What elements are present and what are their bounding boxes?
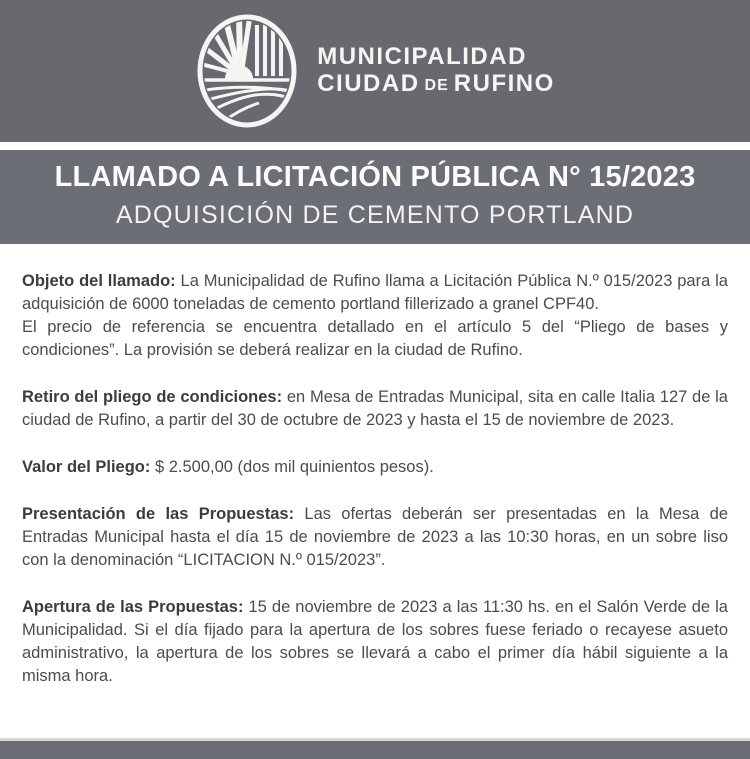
title-banner — [0, 150, 750, 244]
paragraph-retiro — [22, 386, 728, 432]
paragraph-retiro-text: en Mesa de Entradas Municipal, sita en calle Italia 127 de la ciudad de Rufino, a partir del 30 de octubre de 2023 y hasta el 15 de noviembre de 2023. — [22, 388, 728, 429]
paragraph-objeto-text2: El precio de referencia se encuentra detallado en el artículo 5 del “Pliego de bases y condiciones”. La provisión se deberá realizar en la ciudad de Rufino. — [22, 318, 728, 359]
org-name-city: CIUDAD — [317, 70, 420, 97]
paragraph-objeto-text: La Municipalidad de Rufino llama a Licitación Pública N.º 015/2023 para la adquisición de 6000 toneladas de cemento portland fillerizado a granel CPF40. — [22, 272, 728, 313]
org-name-line1: MUNICIPALIDAD — [317, 43, 527, 71]
paragraph-valor — [22, 456, 728, 479]
document-body — [0, 244, 750, 738]
banner-title: LLAMADO A LICITACIÓN PÚBLICA N° 15/2023 — [54, 161, 696, 193]
paragraph-presentacion-text: Las ofertas deberán ser presentadas en la Mesa de Entradas Municipal hasta el día 15 de noviembre de 2023 a las 10:30 horas, en un sobre liso con la denominación “LICITACION N.º 015/2023”. — [22, 505, 729, 569]
footer-bar — [0, 738, 750, 759]
municipality-sun-field-logo-icon — [195, 13, 299, 129]
banner-subtitle: ADQUISICIÓN DE CEMENTO PORTLAND — [115, 201, 635, 229]
org-name-line2 — [317, 71, 555, 98]
header — [0, 0, 750, 142]
paragraph-objeto-label: Objeto del llamado: — [22, 272, 176, 290]
org-name-de: DE — [424, 77, 449, 94]
paragraph-apertura — [22, 596, 728, 688]
paragraph-apertura-text: 15 de noviembre de 2023 a las 11:30 hs. en el Salón Verde de la Municipalidad. Si el día fijado para la apertura de los sobres fuese feriado o recayese asueto administrativo, la apertura de los sobres se llevará a cabo el primer día hábil siguiente a la misma hora. — [22, 598, 728, 685]
org-name-rufino: RUFINO — [453, 70, 555, 97]
paragraph-presentacion — [22, 503, 728, 572]
paragraph-objeto — [22, 270, 728, 362]
paragraph-valor-label: Valor del Pliego: — [22, 458, 151, 476]
paragraph-valor-text: $ 2.500,00 (dos mil quinientos pesos). — [154, 458, 434, 476]
white-divider — [0, 142, 750, 150]
paragraph-apertura-label: Apertura de las Propuestas: — [22, 598, 244, 616]
org-wordmark — [317, 44, 555, 98]
paragraph-retiro-label: Retiro del pliego de condiciones: — [22, 388, 283, 406]
paragraph-presentacion-label: Presentación de las Propuestas: — [22, 505, 295, 523]
brand-lockup — [195, 13, 555, 129]
